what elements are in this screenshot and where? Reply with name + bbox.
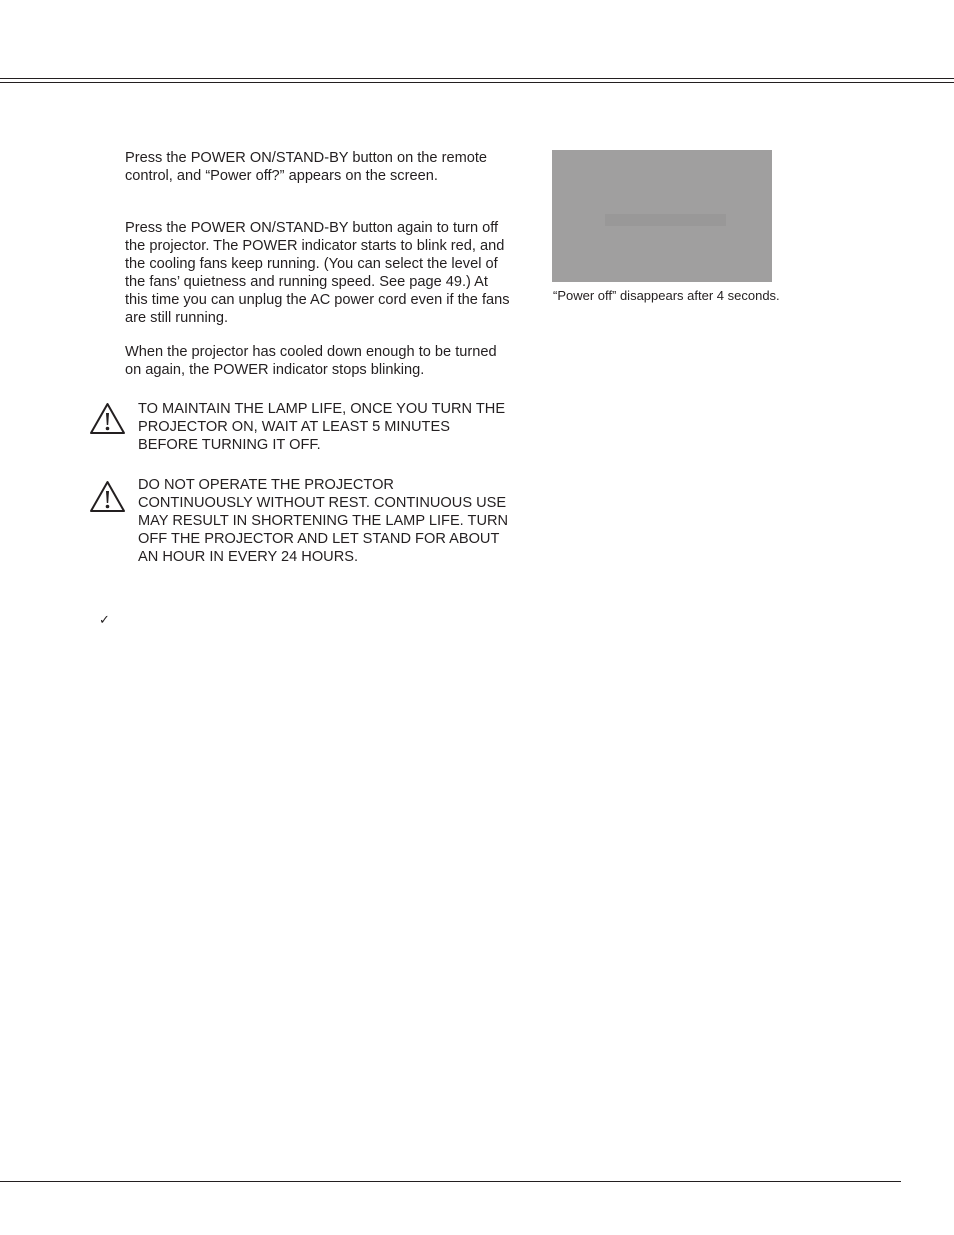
- caution-lamp-life-text: TO MAINTAIN THE LAMP LIFE, ONCE YOU TURN THE PROJECTOR ON, WAIT AT LEAST 5 MINUTES BEFORE TURNING IT OFF.: [138, 401, 506, 453]
- step-2-text: Press the POWER ON/STAND-BY button again to turn off the projector. The POWER indicator starts to blink red, and the cooling fans keep running. (You can select the level of the fans’ quietness and running speed. See page 49.) At this time you can unplug the AC power cord even if the fans are still running.: [125, 220, 510, 326]
- power-off-osd-bar: [605, 214, 726, 226]
- header-rule-lower: [0, 82, 954, 83]
- check-mark-icon: ✓: [99, 613, 110, 628]
- header-rule-upper: [0, 78, 954, 79]
- warning-triangle-icon: [89, 402, 126, 435]
- figure-caption: “Power off” disappears after 4 seconds.: [553, 288, 780, 303]
- step-1-text: Press the POWER ON/STAND-BY button on the remote control, and “Power off?” appears on the screen.: [125, 150, 488, 184]
- step-3-text: When the projector has cooled down enough to be turned on again, the POWER indicator stops blinking.: [125, 344, 497, 378]
- footer-rule: [0, 1181, 901, 1182]
- caution-continuous-use-text: DO NOT OPERATE THE PROJECTOR CONTINUOUSLY WITHOUT REST. CONTINUOUS USE MAY RESULT IN SHORTENING THE LAMP LIFE. TURN OFF THE PROJECTOR AND LET STAND FOR ABOUT AN HOUR IN EVERY 24 HOURS.: [138, 477, 509, 565]
- warning-triangle-icon: [89, 480, 126, 513]
- power-off-screen-figure: [552, 150, 772, 282]
